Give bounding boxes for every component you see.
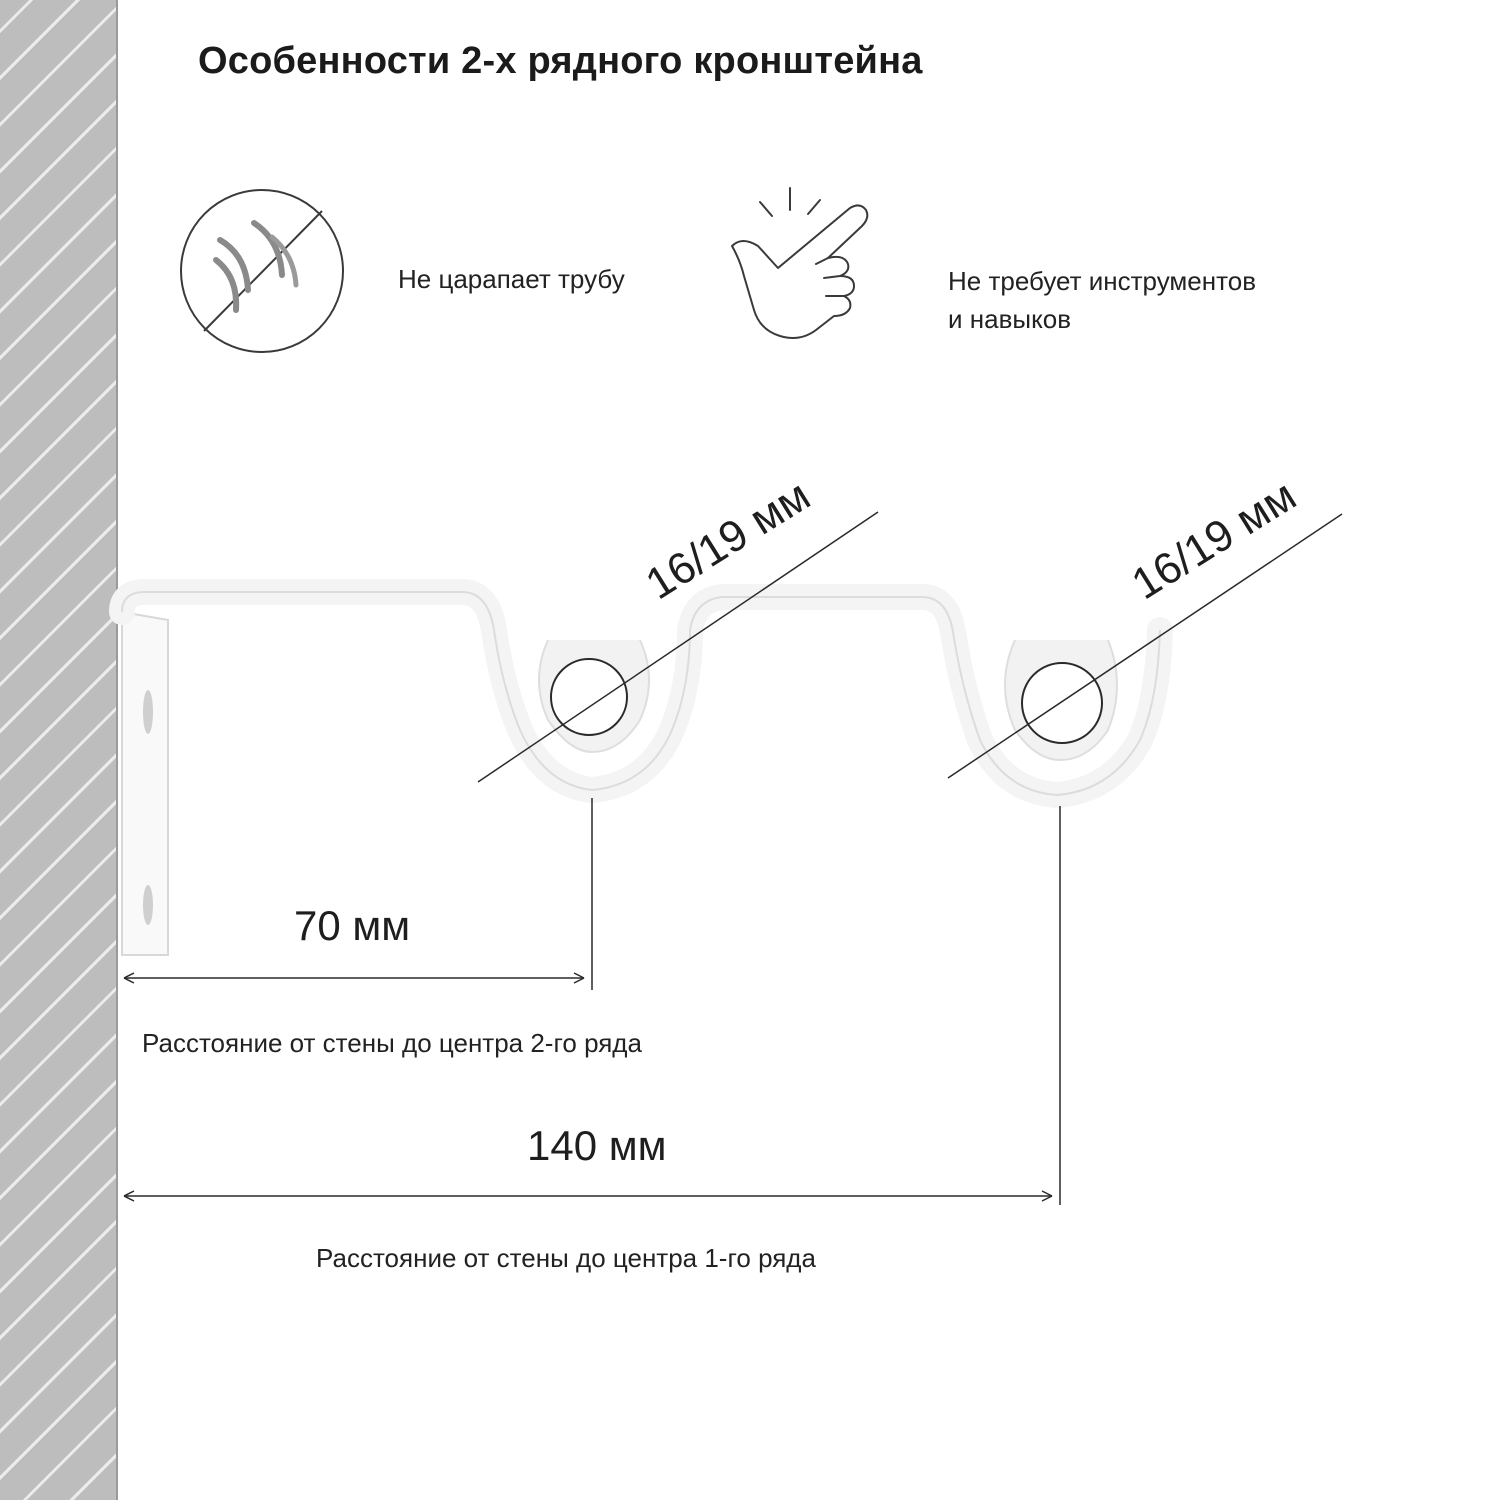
dimension-label-70: 70 мм <box>294 902 411 949</box>
dimension-arrow-70 <box>124 973 584 983</box>
rod-circle-row-1 <box>1022 663 1102 743</box>
caption-row-1: Расстояние от стены до центра 1-го ряда <box>316 1243 816 1273</box>
rod-holder-row-1 <box>1005 640 1117 760</box>
feature-no-tools-line-2: и навыков <box>948 304 1072 334</box>
rod-holder-row-2 <box>539 640 649 752</box>
rod-diameter-label-row-2: 16/19 мм <box>637 470 819 610</box>
rod-circle-row-2 <box>551 659 627 735</box>
page-title: Особенности 2-х рядного кронштейна <box>198 40 923 82</box>
bracket-wall-plate <box>122 612 168 955</box>
dimension-label-140: 140 мм <box>527 1122 667 1169</box>
dimension-arrow-140 <box>124 1191 1052 1201</box>
feature-no-scratch-text: Не царапает трубу <box>398 264 625 294</box>
caption-row-2: Расстояние от стены до центра 2-го ряда <box>142 1028 642 1058</box>
rod-diameter-label-row-1: 16/19 мм <box>1123 470 1305 610</box>
feature-no-tools-line-1: Не требует инструментов <box>948 266 1257 296</box>
